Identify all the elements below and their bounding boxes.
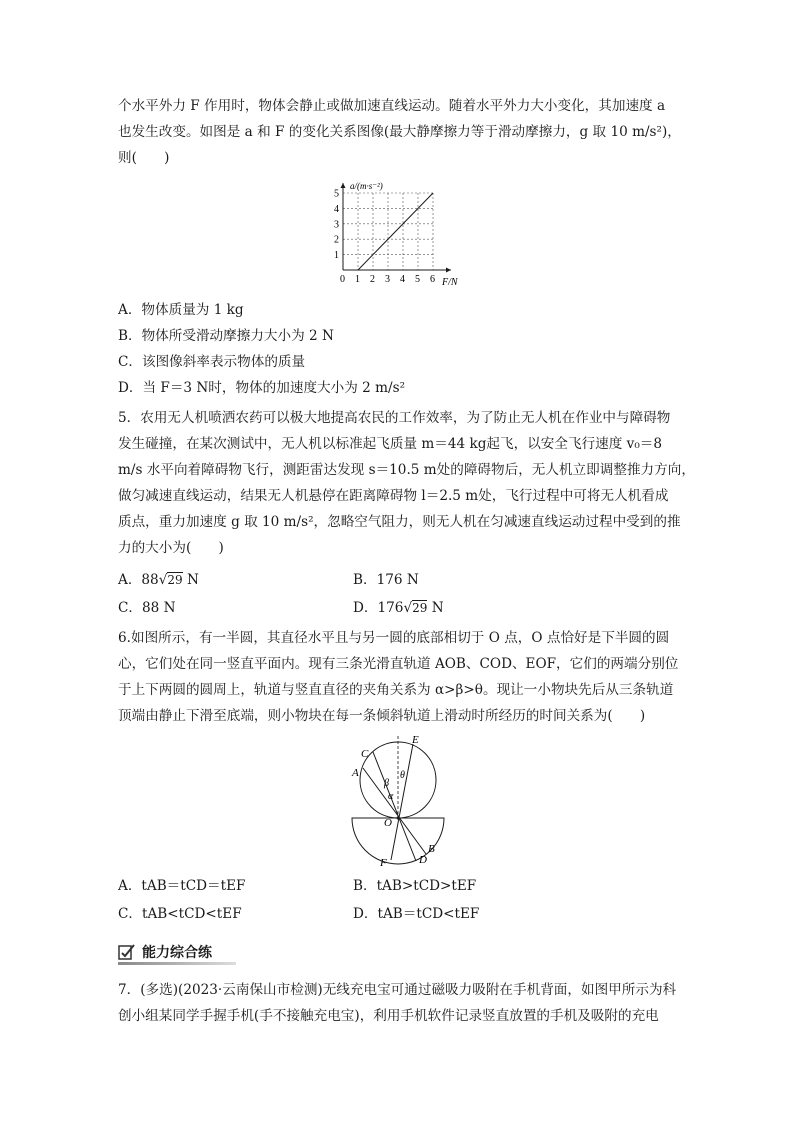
- chart-series: [358, 193, 433, 270]
- q5-option-d-coef: D．176: [353, 600, 404, 616]
- q5-line-2: 发生碰撞，在某次测试中，无人机以标准起飞质量 m＝44 kg起飞，以安全飞行速度 v₀＝8: [118, 436, 663, 452]
- chart-series-line: [358, 193, 433, 270]
- q6-option-d: D．tAB＝tCD<tEF: [353, 906, 480, 922]
- chart-y-axis-label: a/(m·s⁻²): [350, 181, 383, 191]
- label-d: D: [419, 854, 427, 866]
- a-f-chart: [322, 178, 472, 290]
- chart-y-tick-label: 1: [334, 250, 339, 262]
- checklist-icon: [118, 943, 136, 961]
- q5-line-3: m/s 水平向着障碍物飞行，测距雷达发现 s＝10.5 m处的障碍物后，无人机立即调整推力方向，: [118, 462, 695, 478]
- q6-line-4: 顶端由静止下滑至底端，则小物块在每一条倾斜轨道上滑动时所经历的时间关系为( ): [118, 708, 646, 724]
- chart-x-tick-label: 1: [355, 274, 360, 285]
- q5-option-b: B．176 N: [353, 572, 419, 588]
- q7-line-2: 创小组某同学手握手机(手不接触充电宝)，利用手机软件记录竖直放置的手机及吸附的充电: [118, 1008, 659, 1024]
- label-f: F: [380, 857, 387, 868]
- chart-grid: [343, 193, 433, 270]
- chart-x-tick-label: 4: [400, 274, 405, 285]
- label-b: B: [428, 843, 435, 855]
- label-alpha: α: [388, 791, 394, 802]
- track-cod: [373, 752, 416, 861]
- q6-option-b: B．tAB>tCD>tEF: [353, 878, 477, 894]
- q5-option-d-unit: N: [431, 600, 444, 616]
- q5-option-a-radicand: 29: [167, 573, 183, 587]
- q6-line-3: 于上下两圆的圆周上，轨道与竖直直径的夹角关系为 α>β>θ。现让一小物块先后从三条轨道: [118, 682, 674, 698]
- chart-x-tick-label: 6: [430, 274, 435, 285]
- q5-line-5: 质点，重力加速度 g 取 10 m/s²，忽略空气阻力，则无人机在匀减速直线运动过程中受到的推: [118, 514, 681, 530]
- section-header: [118, 940, 212, 964]
- q6-option-a: A．tAB＝tCD＝tEF: [118, 878, 246, 894]
- sqrt-sign-icon: √: [403, 600, 413, 616]
- label-e: E: [412, 734, 419, 746]
- intro-line-3: 则( ): [118, 150, 170, 166]
- chart-x-arrow-icon: [446, 268, 451, 273]
- q7-line-1: 7．(多选)(2023·云南保山市检测)无线充电宝可通过磁吸力吸附在手机背面，如图甲所示为科: [118, 982, 677, 998]
- q5-option-c: C．88 N: [118, 600, 176, 616]
- sqrt-sign-icon: √: [158, 572, 168, 588]
- q5-line-6: 力的大小为( ): [118, 540, 224, 556]
- circle-tracks-diagram: [340, 730, 460, 868]
- chart-x-axis-label: F/N: [442, 277, 458, 288]
- q6-option-c: C．tAB<tCD<tEF: [118, 906, 242, 922]
- chart-y-arrow-icon: [341, 183, 346, 188]
- chart-y-tick-label: 5: [334, 188, 339, 200]
- q5-option-a-unit: N: [187, 572, 199, 588]
- q4-option-d: D．当 F＝3 N时，物体的加速度大小为 2 m/s²: [118, 380, 406, 396]
- q5-line-1: 5．农用无人机喷洒农药可以极大地提高农民的工作效率，为了防止无人机在作业中与障碍物: [118, 410, 671, 426]
- chart-y-tick-label: 2: [334, 234, 339, 246]
- q4-option-c: C．该图像斜率表示物体的质量: [118, 354, 306, 370]
- section-title: 能力综合练: [142, 945, 212, 961]
- section-underline: [118, 962, 236, 965]
- label-beta: β: [384, 778, 389, 789]
- intro-line-1: 个水平外力 F 作用时，物体会静止或做加速直线运动。随着水平外力大小变化，其加速度 a: [118, 98, 666, 114]
- chart-x-tick-label: 5: [415, 274, 420, 285]
- label-o: O: [384, 817, 392, 829]
- q6-line-1: 6.如图所示，有一半圆，其直径水平且与另一圆的底部相切于 O 点，O 点恰好是下半圆的圆: [118, 630, 670, 646]
- q4-option-b: B．物体所受滑动摩擦力大小为 2 N: [118, 328, 334, 344]
- q5-option-d-radicand: 29: [412, 601, 428, 615]
- chart-x-tick-label: 0: [340, 274, 345, 285]
- q5-option-a: [118, 570, 199, 590]
- label-theta: θ: [400, 770, 405, 781]
- chart-x-tick-label: 2: [370, 274, 375, 285]
- chart-y-tick-label: 3: [334, 219, 339, 231]
- q6-line-2: 心，它们处在同一竖直平面内。现有三条光滑直轨道 AOB、COD、EOF，它们的两端分别位: [118, 656, 679, 672]
- label-a: A: [352, 767, 359, 779]
- q5-line-4: 做匀减速直线运动，结果无人机悬停在距离障碍物 l＝2.5 m处，飞行过程中可将无人机看成: [118, 488, 669, 504]
- q5-option-a-coef: A．88: [118, 572, 159, 588]
- point-o: [397, 817, 400, 820]
- q4-option-a: A．物体质量为 1 kg: [118, 302, 244, 318]
- chart-x-tick-label: 3: [385, 274, 390, 285]
- chart-y-tick-label: 4: [334, 203, 339, 215]
- q5-option-d: [353, 598, 444, 618]
- label-c: C: [361, 748, 369, 760]
- intro-line-2: 也发生改变。如图是 a 和 F 的变化关系图像(最大静摩擦力等于滑动摩擦力，g 取 10 m/s²)，: [118, 124, 681, 140]
- chart-axes: [341, 183, 452, 273]
- chart-tick-labels: [334, 189, 435, 286]
- track-eof: [391, 744, 413, 860]
